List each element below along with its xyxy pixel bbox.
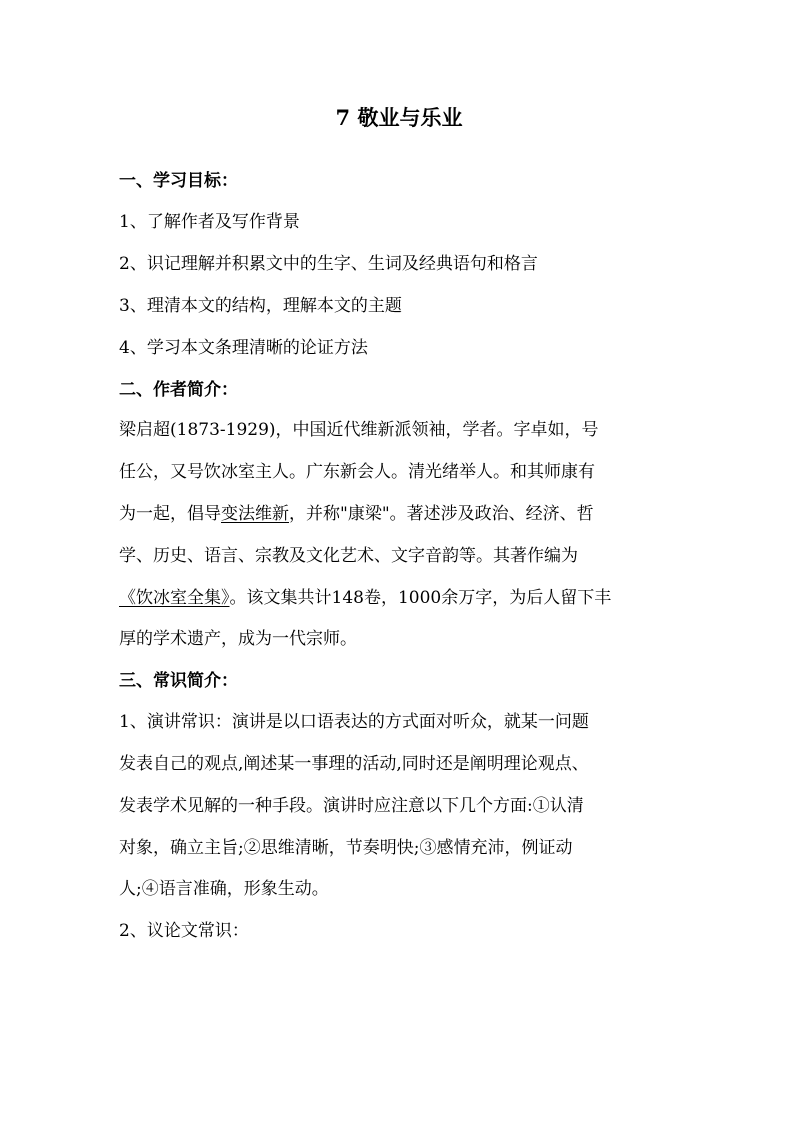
collected-works-link[interactable]: 《饮冰室全集》 — [119, 588, 230, 608]
section-heading-learning-goals: 一、学习目标： — [119, 171, 238, 191]
learning-goal-item: 4、学习本文条理清晰的论证方法 — [119, 338, 368, 358]
author-intro-line — [119, 586, 679, 610]
reform-movement-link[interactable]: 变法维新 — [221, 504, 289, 524]
learning-goal-item: 2、识记理解并积累文中的生字、生词及经典语句和格言 — [119, 254, 538, 274]
knowledge-line: 1、演讲常识：演讲是以口语表达的方式面对听众，就某一问题 — [119, 712, 589, 732]
document-title: 7 敬业与乐业 — [335, 105, 463, 130]
author-intro-line: 学、历史、语言、宗教及文化艺术、文字音韵等。其著作编为 — [119, 546, 578, 566]
knowledge-line: 对象，确立主旨;②思维清晰，节奏明快;③感情充沛，例证动 — [119, 838, 573, 858]
author-intro-text: 为一起，倡导 — [119, 504, 221, 524]
author-intro-line: 任公，又号饮冰室主人。广东新会人。清光绪举人。和其师康有 — [119, 462, 595, 482]
section-heading-common-knowledge: 三、常识简介： — [119, 671, 238, 691]
knowledge-line: 发表自己的观点,阐述某一事理的活动,同时还是阐明理论观点、 — [119, 754, 589, 774]
author-intro-text: ，并称"康梁"。著述涉及政治、经济、哲 — [289, 504, 594, 524]
author-intro-text: 。该文集共计148卷，1000余万字，为后人留下丰 — [229, 588, 612, 608]
author-intro-line: 厚的学术遗产，成为一代宗师。 — [119, 629, 357, 649]
learning-goal-item: 1、了解作者及写作背景 — [119, 212, 300, 232]
author-intro-line: 梁启超(1873-1929)，中国近代维新派领袖，学者。字卓如，号 — [119, 420, 599, 440]
knowledge-line: 人;④语言准确，形象生动。 — [119, 879, 329, 899]
knowledge-line: 2、议论文常识： — [119, 921, 249, 941]
author-intro-line — [119, 502, 679, 526]
learning-goal-item: 3、理清本文的结构，理解本文的主题 — [119, 296, 402, 316]
knowledge-line: 发表学术见解的一种手段。演讲时应注意以下几个方面:①认清 — [119, 796, 584, 816]
section-heading-author-intro: 二、作者简介： — [119, 380, 238, 400]
